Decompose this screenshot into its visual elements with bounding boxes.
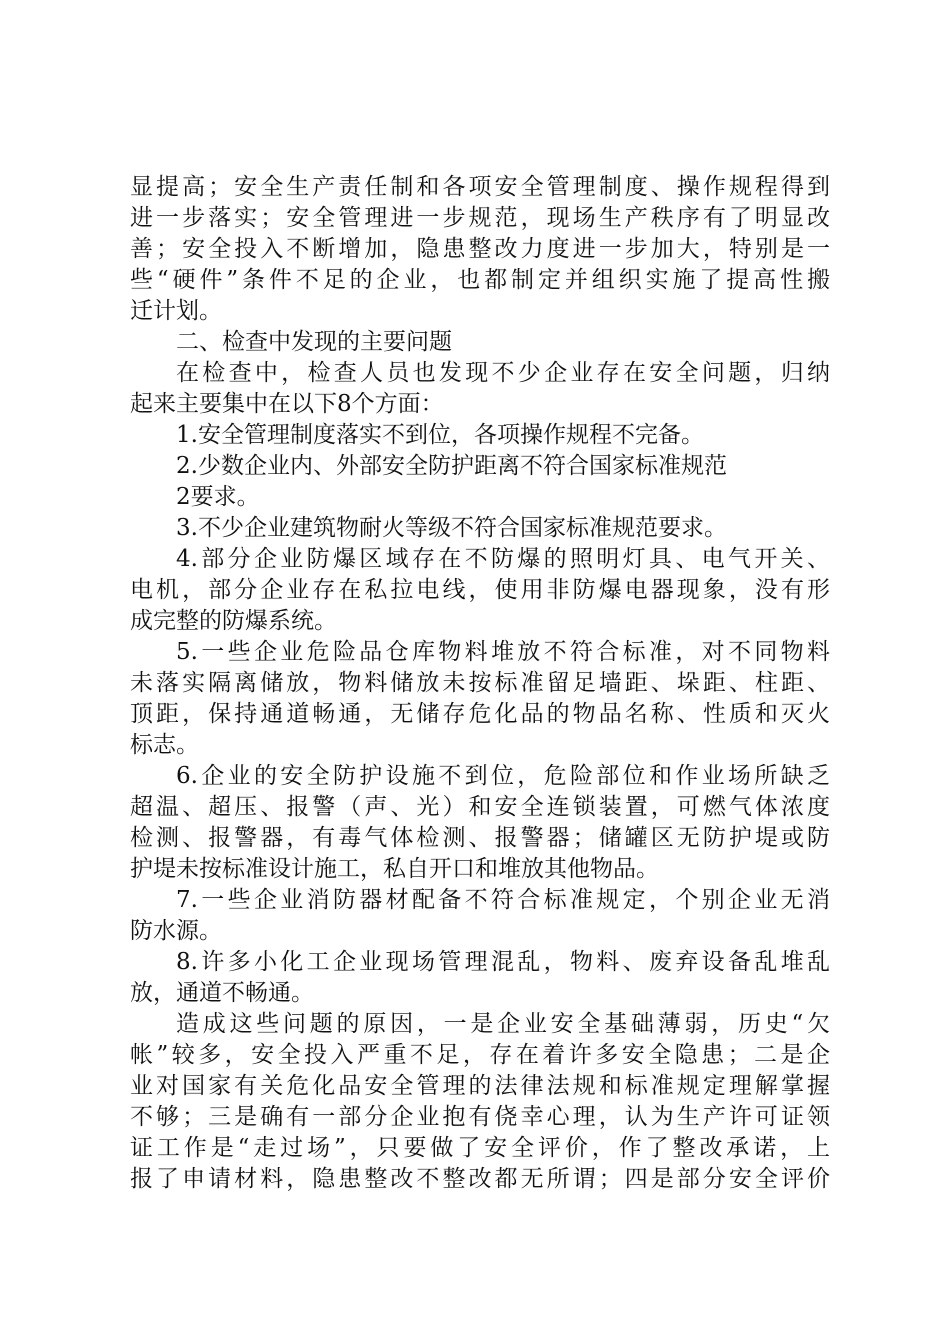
body-line: 业对国家有关危化品安全管理的法律法规和标准规定理解掌握 [130,1073,830,1099]
list-item: 3.不少企业建筑物耐火等级不符合国家标准规范要求。 [176,515,727,541]
body-line: 显提高；安全生产责任制和各项安全管理制度、操作规程得到 [130,174,830,200]
body-line: 证工作是“走过场”，只要做了安全评价，作了整改承诺，上 [130,1135,830,1161]
body-line: 些“硬件”条件不足的企业，也都制定并组织实施了提高性搬 [130,267,830,293]
list-item: 1.安全管理制度落实不到位，各项操作规程不完备。 [176,422,704,448]
list-item-continuation: 标志。 [130,732,199,758]
list-item-continuation: 2要求。 [176,484,260,510]
list-item: 7.一些企业消防器材配备不符合标准规定，个别企业无消 [176,887,830,913]
body-line: 不够；三是确有一部分企业抱有侥幸心理，认为生产许可证领 [130,1104,830,1130]
list-item-continuation: 未落实隔离储放，物料储放未按标准留足墙距、垛距、柱距、 [130,670,830,696]
list-item-continuation: 护堤未按标准设计施工，私自开口和堆放其他物品。 [130,856,659,882]
body-line: 迁计划。 [130,298,222,324]
list-item-continuation: 放，通道不畅通。 [130,980,314,1006]
list-item-continuation: 成完整的防爆系统。 [130,608,337,634]
list-item-continuation: 顶距，保持通道畅通，无储存危化品的物品名称、性质和灭火 [130,701,830,727]
list-item: 5.一些企业危险品仓库物料堆放不符合标准，对不同物料 [176,639,830,665]
list-item: 8.许多小化工企业现场管理混乱，物料、废弃设备乱堆乱 [176,949,830,975]
list-item: 4.部分企业防爆区域存在不防爆的照明灯具、电气开关、 [176,546,830,572]
body-line: 在检查中，检查人员也发现不少企业存在安全问题，归纳 [176,360,830,386]
list-item-continuation: 检测、报警器，有毒气体检测、报警器；储罐区无防护堤或防 [130,825,830,851]
body-line: 帐”较多，安全投入严重不足，存在着许多安全隐患；二是企 [130,1042,830,1068]
body-line: 进一步落实；安全管理进一步规范，现场生产秩序有了明显改 [130,205,830,231]
document-body [130,172,830,1195]
list-item-continuation: 电机，部分企业存在私拉电线，使用非防爆电器现象，没有形 [130,577,830,603]
list-item: 2.少数企业内、外部安全防护距离不符合国家标准规范 [176,453,727,479]
body-line: 报了申请材料，隐患整改不整改都无所谓；四是部分安全评价 [130,1166,830,1192]
body-line: 善；安全投入不断增加，隐患整改力度进一步加大，特别是一 [130,236,830,262]
list-item-continuation: 防水源。 [130,918,222,944]
list-item: 6.企业的安全防护设施不到位，危险部位和作业场所缺乏 [176,763,830,789]
section-heading: 二、检查中发现的主要问题 [176,329,452,355]
list-item-continuation: 超温、超压、报警（声、光）和安全连锁装置，可燃气体浓度 [130,794,830,820]
body-line: 造成这些问题的原因，一是企业安全基础薄弱，历史“欠 [176,1011,830,1037]
body-line: 起来主要集中在以下8个方面： [130,391,444,417]
